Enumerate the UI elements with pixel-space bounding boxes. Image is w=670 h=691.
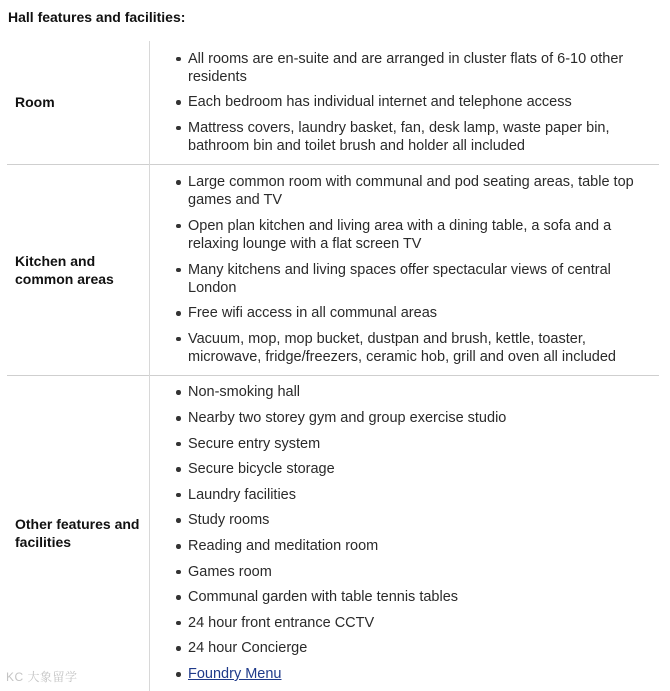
list-item: Reading and meditation room: [174, 537, 655, 555]
row-room: [7, 41, 659, 164]
feature-list: [150, 50, 655, 155]
list-item: Laundry facilities: [174, 486, 655, 504]
list-item: Many kitchens and living spaces offer spectacular views of central London: [174, 261, 655, 297]
row-content: [150, 375, 660, 691]
list-item: Large common room with communal and pod seating areas, table top games and TV: [174, 173, 655, 209]
watermark-logo: KC 大象留学: [6, 670, 78, 684]
list-item: Vacuum, mop, mop bucket, dustpan and brush, kettle, toaster, microwave, fridge/freezers, ceramic hob, grill and oven all included: [174, 330, 655, 366]
list-item: 24 hour front entrance CCTV: [174, 614, 655, 632]
list-item: 24 hour Concierge: [174, 639, 655, 657]
row-kitchen: [7, 164, 659, 375]
list-item: Free wifi access in all communal areas: [174, 304, 655, 322]
list-item: Non-smoking hall: [174, 383, 655, 401]
row-content: [150, 41, 660, 164]
list-item: Mattress covers, laundry basket, fan, desk lamp, waste paper bin, bathroom bin and toilet brush and holder all included: [174, 119, 655, 155]
list-item: Each bedroom has individual internet and telephone access: [174, 93, 655, 111]
list-item: Open plan kitchen and living area with a dining table, a sofa and a relaxing lounge with a flat screen TV: [174, 217, 655, 253]
section-heading: Hall features and facilities:: [8, 9, 186, 25]
list-item: All rooms are en-suite and are arranged in cluster flats of 6-10 other residents: [174, 50, 655, 86]
row-label: Kitchen and common areas: [7, 164, 150, 375]
row-label: Room: [7, 41, 150, 164]
list-item: Secure entry system: [174, 435, 655, 453]
list-item: Study rooms: [174, 511, 655, 529]
list-item: [174, 665, 655, 683]
row-other: [7, 375, 659, 691]
row-content: [150, 164, 660, 375]
list-item: Games room: [174, 563, 655, 581]
row-label: Other features and facilities: [7, 375, 150, 691]
feature-list: [150, 383, 655, 683]
list-item: Nearby two storey gym and group exercise studio: [174, 409, 655, 427]
foundry-menu-link[interactable]: Foundry Menu: [188, 666, 282, 683]
list-item: Communal garden with table tennis tables: [174, 588, 655, 606]
feature-list: [150, 173, 655, 365]
list-item: Secure bicycle storage: [174, 460, 655, 478]
features-table: [7, 41, 659, 691]
